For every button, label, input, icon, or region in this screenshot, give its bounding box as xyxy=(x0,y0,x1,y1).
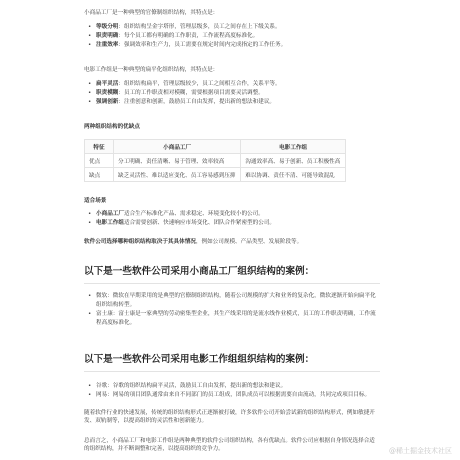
section-heading-factory: 以下是一些软件公司采用小商品工厂组织结构的案例： xyxy=(84,266,315,277)
table-header: 电影工作组 xyxy=(241,140,346,154)
list-item: • 小商品工厂适合生产标准化产品、需求稳定、环境变化较小的公司。 xyxy=(96,210,392,219)
table-header: 小商品工厂 xyxy=(114,140,241,154)
scene-list xyxy=(84,210,392,228)
conclusion-paragraph: 总而言之，小商品工厂和电影工作组是两种典型的软件公司组织结构，各有优缺点。软件公司应根据自身情况选择合适的组织结构，并不断调整和完善，以提高组织的竞争力。 xyxy=(84,438,375,452)
list-item: • 扁平灵活：组织结构扁平，管理层级较少，员工之间相互合作，关系平等。 xyxy=(96,80,392,89)
table-cell: 优点 xyxy=(85,154,114,168)
trend-paragraph: 随着软件行业的快速发展，传统的组织结构形式正逐渐被打破，许多软件公司开始尝试新的组织结构形式，例如敏捷开发、双轨制等，以提高组织的灵活性和创新能力。 xyxy=(84,410,375,424)
list-item: • 富士康：富士康是一家典型的劳动密集型企业，其生产线采用的是流水线作业模式，员工的工作职责明确，工作流程高度标准化。 xyxy=(96,310,380,328)
scene-heading: 适合场景 xyxy=(84,198,107,204)
divider xyxy=(84,371,380,372)
table-cell: 缺乏灵活性、难以适应变化、员工容易感到压抑 xyxy=(114,168,241,182)
table-cell: 难以协调、责任不清、可能导致混乱 xyxy=(241,168,346,182)
list-item: • 强调创新：注重创意和创新，鼓励员工自由发挥，提出新的想法和建议。 xyxy=(96,98,392,107)
intro-factory: 小商品工厂是一种典型的官僚制组织结构，其特点是： xyxy=(84,10,219,16)
factory-cases xyxy=(84,292,380,328)
list-item: • 等级分明：组织结构呈金字塔形，管理层级多，员工之间存在上下级关系。 xyxy=(96,23,392,32)
choose-paragraph: 软件公司选择哪种组织结构取决于其具体情况，例如公司规模、产品类型、发展阶段等。 xyxy=(84,239,303,245)
table-header: 特征 xyxy=(85,140,114,154)
film-cases xyxy=(84,382,380,400)
list-item: • 电影工作组适合需要创新、快速响应市场变化、团队合作紧密型的公司。 xyxy=(96,219,392,228)
section-heading-film: 以下是一些软件公司采用电影工作组组织结构的案例： xyxy=(84,354,315,365)
table-header-row xyxy=(85,140,346,154)
factory-traits xyxy=(84,23,392,50)
list-item: • 微软：微软在早期采用的是典型的官僚制组织结构，随着公司规模的扩大和业务的复杂化，微软逐渐开始向扁平化组织结构转型。 xyxy=(96,292,380,310)
list-item: • 网易：网易的项目团队通常由来自不同部门的员工组成，团队成员可以根据需要自由流动，共同完成项目目标。 xyxy=(96,391,380,400)
pros-cons-heading: 两种组织结构的优缺点 xyxy=(84,124,140,130)
table-cell: 缺点 xyxy=(85,168,114,182)
film-traits xyxy=(84,80,392,107)
list-item: • 谷歌：谷歌的组织结构扁平灵活，鼓励员工自由发挥，提出新的想法和建议。 xyxy=(96,382,380,391)
table-cell: 分工明确、责任清晰、易于管理、效率较高 xyxy=(114,154,241,168)
list-item: • 职责模糊：员工的工作职责相对模糊，需要根据项目需要灵活调整。 xyxy=(96,89,392,98)
intro-film: 电影工作组是一种典型的扁平化组织结构，其特点是： xyxy=(84,67,219,73)
table-row xyxy=(85,168,346,182)
table-row xyxy=(85,154,346,168)
list-item: • 职责明确：每个员工都有明确的工作职责，工作流程高度标准化。 xyxy=(96,32,392,41)
divider xyxy=(84,283,380,284)
pros-cons-table xyxy=(84,139,346,182)
table-cell: 沟通效率高、易于创新、员工积极性高 xyxy=(241,154,346,168)
list-item: • 注重效率：强调效率和生产力，员工需要在规定时间内完成指定的工作任务。 xyxy=(96,41,392,50)
watermark: @稀土掘金技术社区 xyxy=(389,447,452,455)
